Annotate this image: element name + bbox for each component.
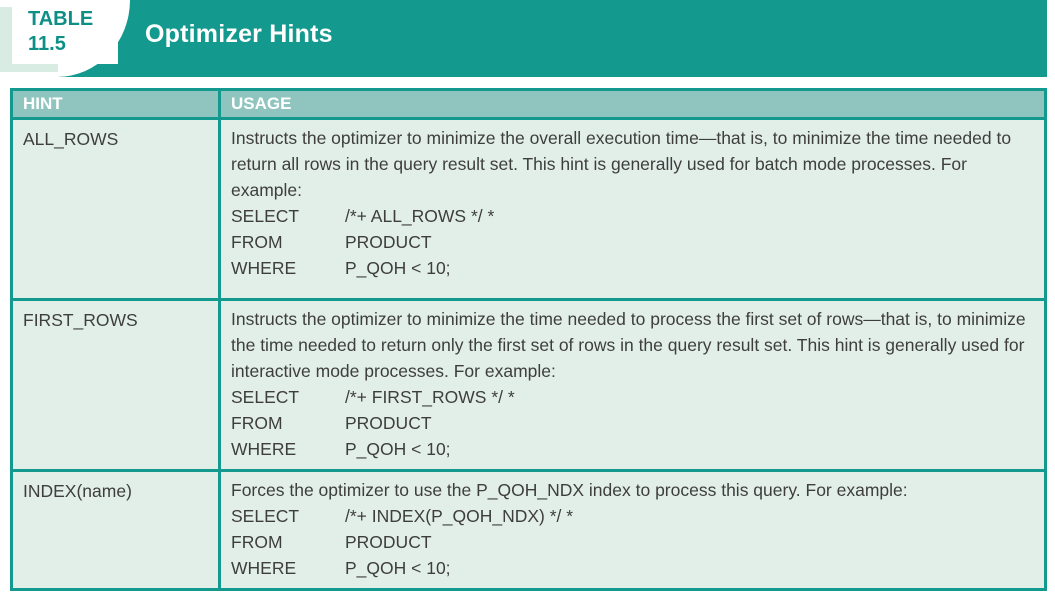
sql-code-line xyxy=(231,229,1036,255)
sql-keyword: SELECT xyxy=(231,206,300,226)
hint-cell xyxy=(13,120,221,298)
hint-cell xyxy=(13,301,221,469)
table-number-badge xyxy=(12,0,118,64)
usage-cell xyxy=(221,301,1044,469)
usage-cell xyxy=(221,120,1044,298)
sql-operand: /*+ FIRST_ROWS */ * xyxy=(345,387,515,407)
table-row xyxy=(13,469,1044,588)
optimizer-hints-table xyxy=(10,88,1047,591)
badge-label: TABLE xyxy=(28,8,94,30)
usage-description: Instructs the optimizer to minimize the overall execution time—that is, to minimize the time needed to return all rows in the query result set. This hint is generally used for batch mode processes. For example: xyxy=(231,128,1012,200)
hint-name: INDEX(name) xyxy=(23,481,132,501)
sql-code-line xyxy=(231,503,1036,529)
sql-code-line xyxy=(231,410,1036,436)
sql-code-line xyxy=(231,255,1036,281)
hint-name: ALL_ROWS xyxy=(23,129,119,149)
sql-operand: PRODUCT xyxy=(345,532,432,552)
sql-keyword: FROM xyxy=(231,413,283,433)
sql-keyword: FROM xyxy=(231,232,283,252)
sql-keyword: FROM xyxy=(231,532,283,552)
sql-operand: /*+ ALL_ROWS */ * xyxy=(345,206,495,226)
usage-description: Forces the optimizer to use the P_QOH_NDX index to process this query. For example: xyxy=(231,480,908,500)
sql-code-line xyxy=(231,203,1036,229)
sql-keyword: WHERE xyxy=(231,558,297,578)
sql-code-line xyxy=(231,555,1036,581)
usage-cell xyxy=(221,472,1044,588)
table-banner xyxy=(57,0,1047,77)
sql-keyword: WHERE xyxy=(231,439,297,459)
usage-description: Instructs the optimizer to minimize the time needed to process the first set of rows—that is, to minimize the time needed to return only the first set of rows in the query result set. This hint is generally used for interactive mode processes. For example: xyxy=(231,309,1026,381)
sql-operand: P_QOH < 10; xyxy=(345,439,451,459)
column-header-hint: HINT xyxy=(13,91,221,117)
sql-keyword: WHERE xyxy=(231,258,297,278)
figure-title: Optimizer Hints xyxy=(145,20,333,48)
sql-keyword: SELECT xyxy=(231,506,300,526)
sql-operand: P_QOH < 10; xyxy=(345,558,451,578)
hint-name: FIRST_ROWS xyxy=(23,310,138,330)
sql-code-line xyxy=(231,436,1036,462)
sql-operand: PRODUCT xyxy=(345,413,432,433)
sql-operand: PRODUCT xyxy=(345,232,432,252)
sql-operand: P_QOH < 10; xyxy=(345,258,451,278)
sql-code-line xyxy=(231,529,1036,555)
table-row xyxy=(13,117,1044,298)
sql-operand: /*+ INDEX(P_QOH_NDX) */ * xyxy=(345,506,574,526)
sql-code-line xyxy=(231,384,1036,410)
hint-cell xyxy=(13,472,221,588)
table-header-row xyxy=(13,91,1044,117)
sql-keyword: SELECT xyxy=(231,387,300,407)
badge-number: 11.5 xyxy=(28,33,66,55)
column-header-usage: USAGE xyxy=(231,94,292,113)
table-row xyxy=(13,298,1044,469)
